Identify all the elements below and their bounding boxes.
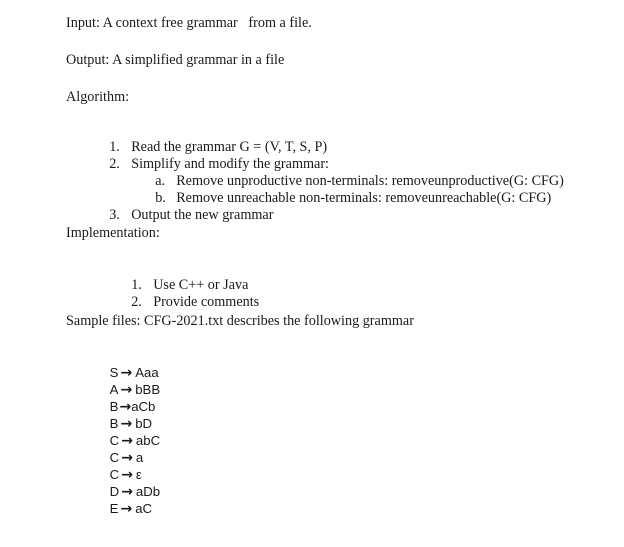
substep-text: Remove unproductive non-terminals: removeunproductive(G: CFG)	[176, 173, 564, 189]
arrow-icon: →	[120, 416, 133, 432]
production-lhs: B	[109, 416, 119, 431]
production-lhs: A	[109, 382, 119, 397]
sample-line: Sample files: CFG-2021.txt describes the following grammar	[66, 313, 414, 329]
step-text: Read the grammar G = (V, T, S, P)	[131, 139, 328, 155]
substep-text: Remove unreachable non-terminals: removeunreachable(G: CFG)	[176, 190, 552, 206]
step-text: Output the new grammar	[131, 207, 274, 223]
step-number: 1.	[109, 139, 120, 155]
production-lhs: C	[109, 433, 120, 448]
production-lhs: E	[109, 501, 119, 516]
arrow-icon: →	[121, 484, 133, 500]
production-rhs: aDb	[135, 484, 161, 499]
input-line: Input: A context free grammar from a file.	[66, 15, 312, 31]
arrow-icon: →	[121, 450, 133, 466]
production-rhs: ε	[135, 467, 142, 482]
step-text: Simplify and modify the grammar:	[131, 156, 329, 172]
production-lhs: D	[109, 484, 120, 499]
step-number: 3.	[109, 207, 120, 223]
production-rule	[95, 483, 152, 535]
substep-number: b.	[155, 190, 166, 206]
algorithm-heading: Algorithm:	[66, 89, 130, 105]
arrow-icon: →	[121, 433, 133, 449]
step-number: 2.	[109, 156, 120, 172]
substep-number: a.	[155, 173, 166, 189]
production-rhs: Aaa	[135, 365, 159, 380]
production-lhs: B	[109, 399, 119, 414]
output-line: Output: A simplified grammar in a file	[66, 52, 285, 68]
production-rhs: bBB	[135, 382, 161, 397]
arrow-icon: →	[120, 365, 133, 381]
impl-text: Provide comments	[153, 294, 260, 310]
production-rhs: aC	[135, 501, 153, 516]
arrow-icon: →	[119, 399, 132, 415]
impl-number: 2.	[131, 294, 142, 310]
arrow-icon: →	[120, 501, 133, 517]
implementation-heading: Implementation:	[66, 225, 160, 241]
production-lhs: S	[109, 365, 119, 380]
impl-number: 1.	[131, 277, 142, 293]
production-lhs: C	[109, 467, 120, 482]
impl-text: Use C++ or Java	[153, 277, 249, 293]
arrow-icon: →	[120, 382, 133, 398]
production-rhs: abC	[135, 433, 161, 448]
production-rhs: bD	[135, 416, 153, 431]
production-rhs: a	[135, 450, 144, 465]
production-rhs: aCb	[131, 399, 156, 414]
production-lhs: C	[109, 450, 120, 465]
arrow-icon: →	[121, 467, 133, 483]
